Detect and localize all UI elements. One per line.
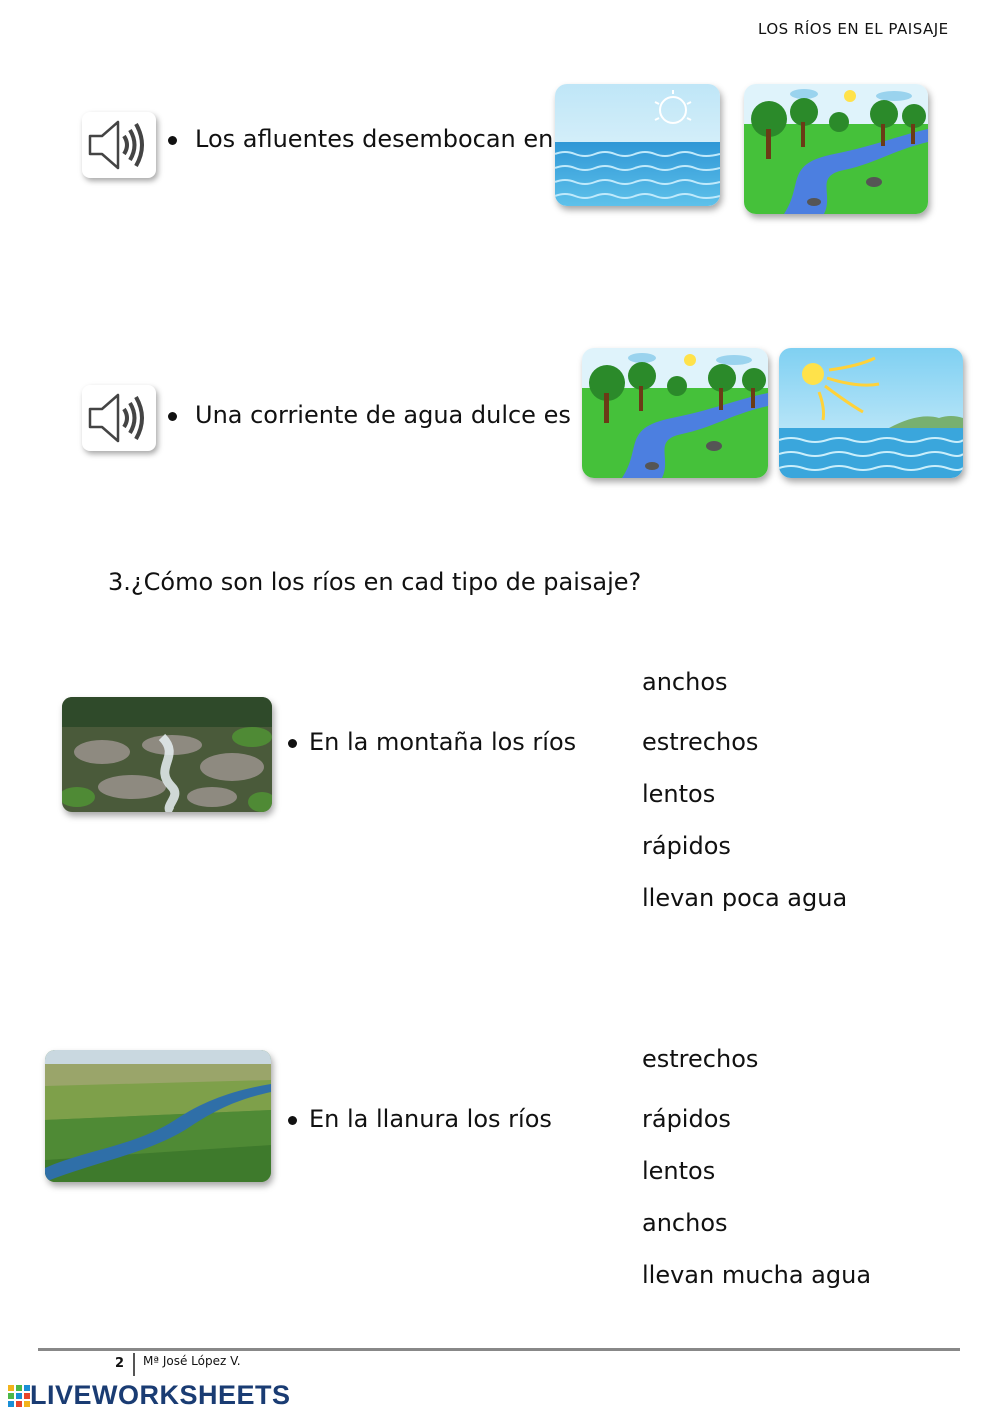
option-image-river[interactable] [744, 84, 928, 214]
footer-divider [38, 1348, 960, 1351]
river-picture [744, 84, 928, 214]
audio-play-button-2[interactable] [82, 385, 156, 451]
liveworksheets-logo[interactable] [8, 1380, 291, 1411]
audio-play-button[interactable] [82, 112, 156, 178]
plain-option-5[interactable]: llevan mucha agua [642, 1261, 872, 1289]
plain-option-3[interactable]: lentos [642, 1157, 716, 1185]
option-image-river-2[interactable] [582, 348, 768, 478]
mountain-river-photo [62, 697, 272, 812]
statement-tributaries [168, 125, 553, 153]
option-image-sea-2[interactable] [779, 348, 963, 478]
plain-option-1[interactable]: estrechos [642, 1045, 759, 1073]
mountain-option-2[interactable]: estrechos [642, 728, 759, 756]
author-name: Mª José López V. [143, 1354, 241, 1368]
plain-option-4[interactable]: anchos [642, 1209, 728, 1237]
mountain-option-5[interactable]: llevan poca agua [642, 884, 848, 912]
bullet-dot [168, 136, 177, 145]
page-header-title: LOS RÍOS EN EL PAISAJE [758, 20, 949, 38]
plain-river-photo [45, 1050, 271, 1182]
statement-mountain-rivers [288, 728, 576, 756]
mountain-option-1[interactable]: anchos [642, 668, 728, 696]
speaker-icon [84, 114, 154, 176]
page-number: 2 [115, 1356, 125, 1371]
statement-text: En la montaña los ríos [309, 728, 577, 756]
river-picture [582, 348, 768, 478]
option-image-sea[interactable] [555, 84, 720, 206]
question-3-title: 3.¿Cómo son los ríos en cad tipo de paisaje? [108, 568, 642, 596]
mountain-option-4[interactable]: rápidos [642, 832, 731, 860]
brand-name: LIVEWORKSHEETS [30, 1380, 291, 1410]
statement-text: En la llanura los ríos [309, 1105, 552, 1133]
statement-text: Los afluentes desembocan en [195, 125, 554, 153]
speaker-icon [84, 387, 154, 449]
liveworksheets-grid-icon [8, 1385, 30, 1407]
bullet-dot [288, 1116, 297, 1125]
mountain-stream-picture [62, 697, 272, 812]
statement-text: Una corriente de agua dulce es [195, 401, 571, 429]
bullet-dot [288, 739, 297, 748]
statement-plain-rivers [288, 1105, 552, 1133]
statement-fresh-water [168, 401, 571, 429]
bullet-dot [168, 412, 177, 421]
plain-option-2[interactable]: rápidos [642, 1105, 731, 1133]
plain-river-picture [45, 1050, 271, 1182]
footer-separator [133, 1353, 135, 1376]
sea-picture [555, 84, 720, 206]
mountain-option-3[interactable]: lentos [642, 780, 716, 808]
sea-picture [779, 348, 963, 478]
